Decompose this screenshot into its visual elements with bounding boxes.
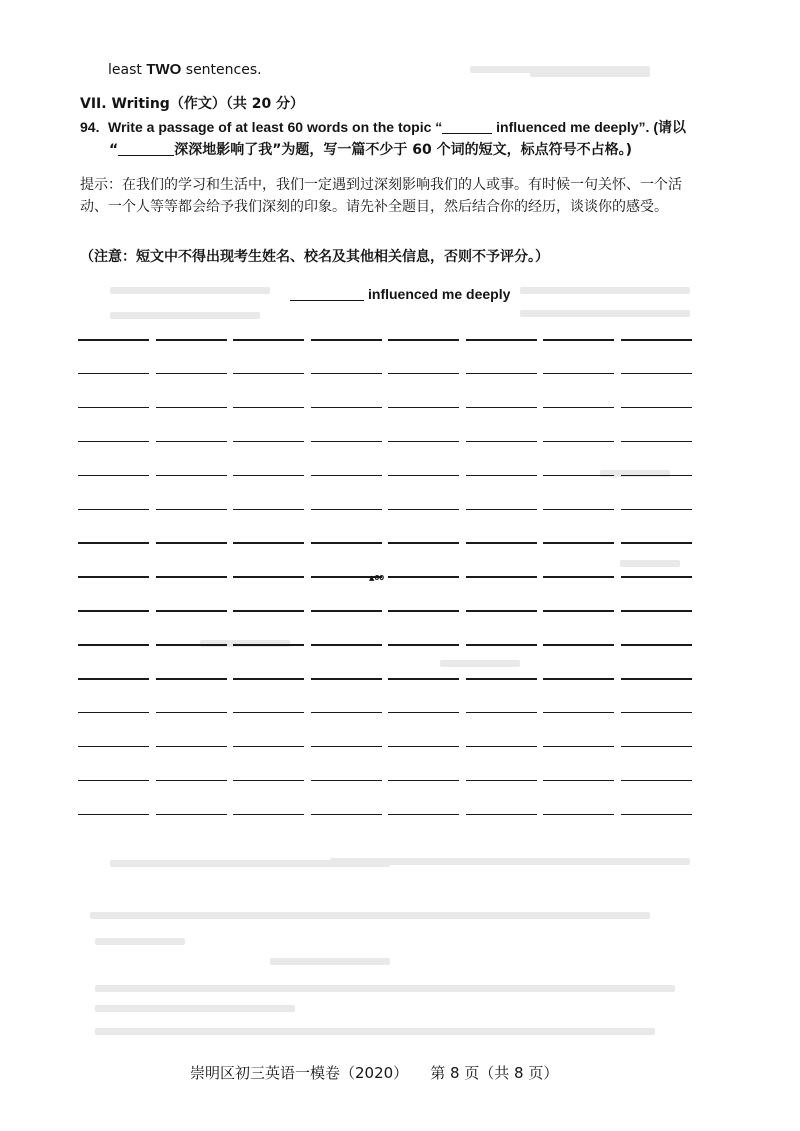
answer-blank[interactable] — [233, 746, 304, 748]
answer-blank[interactable] — [311, 678, 382, 680]
bleed-through-mark — [90, 912, 650, 919]
bleed-through-mark — [530, 70, 650, 77]
bleed-through-mark — [520, 310, 690, 317]
answer-row[interactable] — [78, 441, 690, 443]
answer-blank[interactable] — [388, 712, 459, 714]
answer-blank[interactable] — [156, 542, 227, 544]
question-prompt-line2: “ 深深地影响了我”为题，写一篇不少于 60 个词的短文，标点符号不占格。) — [109, 142, 633, 158]
section-heading: VII. Writing（作文）（共 20 分） — [80, 96, 305, 112]
answer-blank[interactable] — [78, 712, 149, 714]
answer-blank[interactable] — [466, 678, 537, 680]
answer-blank[interactable] — [233, 509, 304, 511]
essay-title: influenced me deeply — [290, 286, 510, 302]
answer-blank[interactable] — [311, 339, 382, 341]
answer-row[interactable] — [78, 509, 690, 511]
bleed-through-mark — [330, 858, 690, 865]
answer-row[interactable] — [78, 814, 690, 816]
answer-blank[interactable] — [233, 339, 304, 341]
answer-blank[interactable] — [388, 576, 459, 578]
answer-blank[interactable] — [156, 441, 227, 443]
answer-blank[interactable] — [621, 644, 692, 646]
answer-blank[interactable] — [78, 373, 149, 375]
answer-blank[interactable] — [466, 780, 537, 782]
bleed-through-mark — [110, 312, 260, 319]
answer-blank[interactable] — [621, 678, 692, 680]
intro-line: least TWO sentences. — [108, 61, 262, 78]
answer-blank[interactable] — [466, 712, 537, 714]
answer-row[interactable] — [78, 542, 690, 544]
answer-blank[interactable] — [78, 509, 149, 511]
answer-blank[interactable] — [311, 542, 382, 544]
answer-blank[interactable] — [78, 644, 149, 646]
answer-blank[interactable] — [466, 407, 537, 409]
answer-blank[interactable] — [621, 407, 692, 409]
answer-blank[interactable] — [233, 475, 304, 477]
answer-blank[interactable] — [543, 576, 614, 578]
answer-blank[interactable] — [466, 475, 537, 477]
answer-blank[interactable] — [233, 542, 304, 544]
answer-blank[interactable] — [78, 576, 149, 578]
essay-title-blank[interactable] — [290, 286, 364, 301]
answer-blank[interactable] — [543, 407, 614, 409]
answer-row[interactable] — [78, 407, 690, 409]
question-number: 94. — [80, 119, 100, 135]
answer-blank[interactable] — [388, 542, 459, 544]
answer-blank[interactable] — [78, 339, 149, 341]
answer-blank[interactable] — [311, 610, 382, 612]
answer-blank[interactable] — [543, 441, 614, 443]
question-prompt-line1: 94. Write a passage of at least 60 words on the topic “ influenced me deeply”. (请以 — [80, 119, 686, 135]
bleed-through-mark — [440, 660, 520, 667]
answer-row[interactable] — [78, 339, 690, 341]
answer-blank[interactable] — [156, 814, 227, 816]
answer-row[interactable] — [78, 475, 690, 477]
answer-blank[interactable] — [233, 576, 304, 578]
answer-blank[interactable] — [388, 441, 459, 443]
answer-blank[interactable] — [78, 610, 149, 612]
answer-blank[interactable] — [156, 712, 227, 714]
answer-blank[interactable] — [388, 644, 459, 646]
answer-blank[interactable] — [78, 475, 149, 477]
answer-blank[interactable] — [311, 407, 382, 409]
topic-blank-cn — [118, 142, 174, 156]
answer-blank[interactable] — [233, 441, 304, 443]
answer-blank[interactable] — [156, 373, 227, 375]
answer-blank[interactable] — [466, 644, 537, 646]
bleed-through-mark — [620, 560, 680, 567]
answer-blank[interactable] — [156, 644, 227, 646]
answer-row[interactable] — [78, 644, 690, 646]
answer-blank[interactable] — [311, 441, 382, 443]
answer-blank[interactable] — [543, 712, 614, 714]
answer-blank[interactable] — [233, 373, 304, 375]
answer-blank[interactable] — [621, 475, 692, 477]
answer-blank[interactable] — [233, 644, 304, 646]
answer-blank[interactable] — [311, 814, 382, 816]
bleed-through-mark — [95, 1005, 295, 1012]
answer-blank[interactable] — [78, 441, 149, 443]
answer-blank[interactable] — [311, 712, 382, 714]
answer-blank[interactable] — [466, 576, 537, 578]
answer-row[interactable] — [78, 678, 690, 680]
answer-blank[interactable] — [466, 746, 537, 748]
answer-blank[interactable] — [543, 780, 614, 782]
answer-blank[interactable] — [311, 780, 382, 782]
answer-blank[interactable] — [388, 780, 459, 782]
answer-row[interactable] — [78, 610, 690, 612]
answer-blank[interactable] — [543, 542, 614, 544]
answer-blank[interactable] — [311, 746, 382, 748]
answer-blank[interactable] — [543, 475, 614, 477]
answer-blank[interactable] — [156, 678, 227, 680]
bleed-through-mark — [270, 958, 390, 965]
answer-blank[interactable] — [156, 780, 227, 782]
answer-blank[interactable] — [466, 373, 537, 375]
answer-blank[interactable] — [78, 542, 149, 544]
answer-blank[interactable] — [233, 678, 304, 680]
answer-blank[interactable] — [621, 712, 692, 714]
answer-blank[interactable] — [466, 339, 537, 341]
answer-blank[interactable] — [156, 746, 227, 748]
answer-blank[interactable] — [388, 746, 459, 748]
bleed-through-mark — [110, 287, 270, 294]
answer-blank[interactable] — [466, 542, 537, 544]
answer-blank[interactable] — [466, 814, 537, 816]
answer-blank[interactable] — [543, 814, 614, 816]
answer-blank[interactable] — [543, 373, 614, 375]
bleed-through-mark — [520, 287, 690, 294]
answer-blank[interactable] — [156, 407, 227, 409]
answer-blank[interactable] — [311, 509, 382, 511]
answer-blank[interactable] — [621, 814, 692, 816]
note-line: （注意：短文中不得出现考生姓名、校名及其他相关信息，否则不予评分。） — [80, 249, 549, 265]
answer-blank[interactable] — [543, 678, 614, 680]
page-footer — [190, 1062, 558, 1083]
answer-blank[interactable] — [78, 678, 149, 680]
answer-row[interactable] — [78, 780, 690, 782]
bleed-through-mark — [95, 938, 185, 945]
answer-blank[interactable] — [78, 814, 149, 816]
answer-blank[interactable] — [156, 509, 227, 511]
word-count-marker: ▲60 — [369, 574, 385, 582]
bleed-through-mark — [95, 1028, 655, 1035]
answer-blank[interactable] — [621, 610, 692, 612]
answer-blank[interactable] — [621, 746, 692, 748]
bleed-through-mark — [95, 985, 675, 992]
answer-blank[interactable] — [543, 610, 614, 612]
footer-page-number: 第 8 页（共 8 页） — [430, 1064, 559, 1082]
answer-blank[interactable] — [543, 339, 614, 341]
answer-row[interactable] — [78, 746, 690, 748]
answer-blank[interactable] — [388, 678, 459, 680]
answer-blank[interactable] — [621, 542, 692, 544]
answer-blank[interactable] — [621, 780, 692, 782]
answer-blank[interactable] — [311, 644, 382, 646]
answer-blank[interactable] — [233, 814, 304, 816]
answer-blank[interactable] — [388, 509, 459, 511]
answer-blank[interactable] — [388, 373, 459, 375]
answer-blank[interactable] — [311, 373, 382, 375]
answer-blank[interactable] — [466, 610, 537, 612]
answer-blank[interactable] — [233, 780, 304, 782]
answer-blank[interactable] — [311, 475, 382, 477]
answer-blank[interactable] — [388, 814, 459, 816]
answer-blank[interactable] — [621, 441, 692, 443]
answer-blank[interactable] — [543, 644, 614, 646]
answer-blank[interactable] — [156, 610, 227, 612]
answer-blank[interactable] — [78, 746, 149, 748]
answer-blank[interactable] — [466, 441, 537, 443]
answer-blank[interactable] — [388, 339, 459, 341]
answer-blank[interactable] — [621, 339, 692, 341]
answer-blank[interactable] — [388, 407, 459, 409]
answer-blank[interactable] — [78, 407, 149, 409]
answer-row[interactable] — [78, 712, 690, 714]
answer-blank[interactable] — [388, 475, 459, 477]
answer-blank[interactable] — [621, 576, 692, 578]
footer-exam-name: 崇明区初三英语一模卷（2020） — [190, 1064, 409, 1082]
answer-blank[interactable] — [156, 475, 227, 477]
topic-blank — [442, 120, 492, 134]
answer-blank[interactable] — [388, 610, 459, 612]
answer-blank[interactable] — [466, 509, 537, 511]
answer-blank[interactable] — [621, 373, 692, 375]
answer-blank[interactable] — [78, 780, 149, 782]
answer-blank[interactable] — [621, 509, 692, 511]
answer-blank[interactable] — [156, 576, 227, 578]
answer-row[interactable] — [78, 373, 690, 375]
hint-paragraph: 提示：在我们的学习和生活中，我们一定遇到过深刻影响我们的人或事。有时候一句关怀、一个活动、一个人等等都会给予我们深刻的印象。请先补全题目，然后结合你的经历，谈谈你的感受。 — [80, 177, 682, 215]
answer-blank[interactable] — [156, 339, 227, 341]
answer-blank[interactable] — [233, 610, 304, 612]
answer-blank[interactable] — [543, 746, 614, 748]
answer-blank[interactable] — [233, 712, 304, 714]
answer-blank[interactable] — [543, 509, 614, 511]
answer-blank[interactable] — [233, 407, 304, 409]
